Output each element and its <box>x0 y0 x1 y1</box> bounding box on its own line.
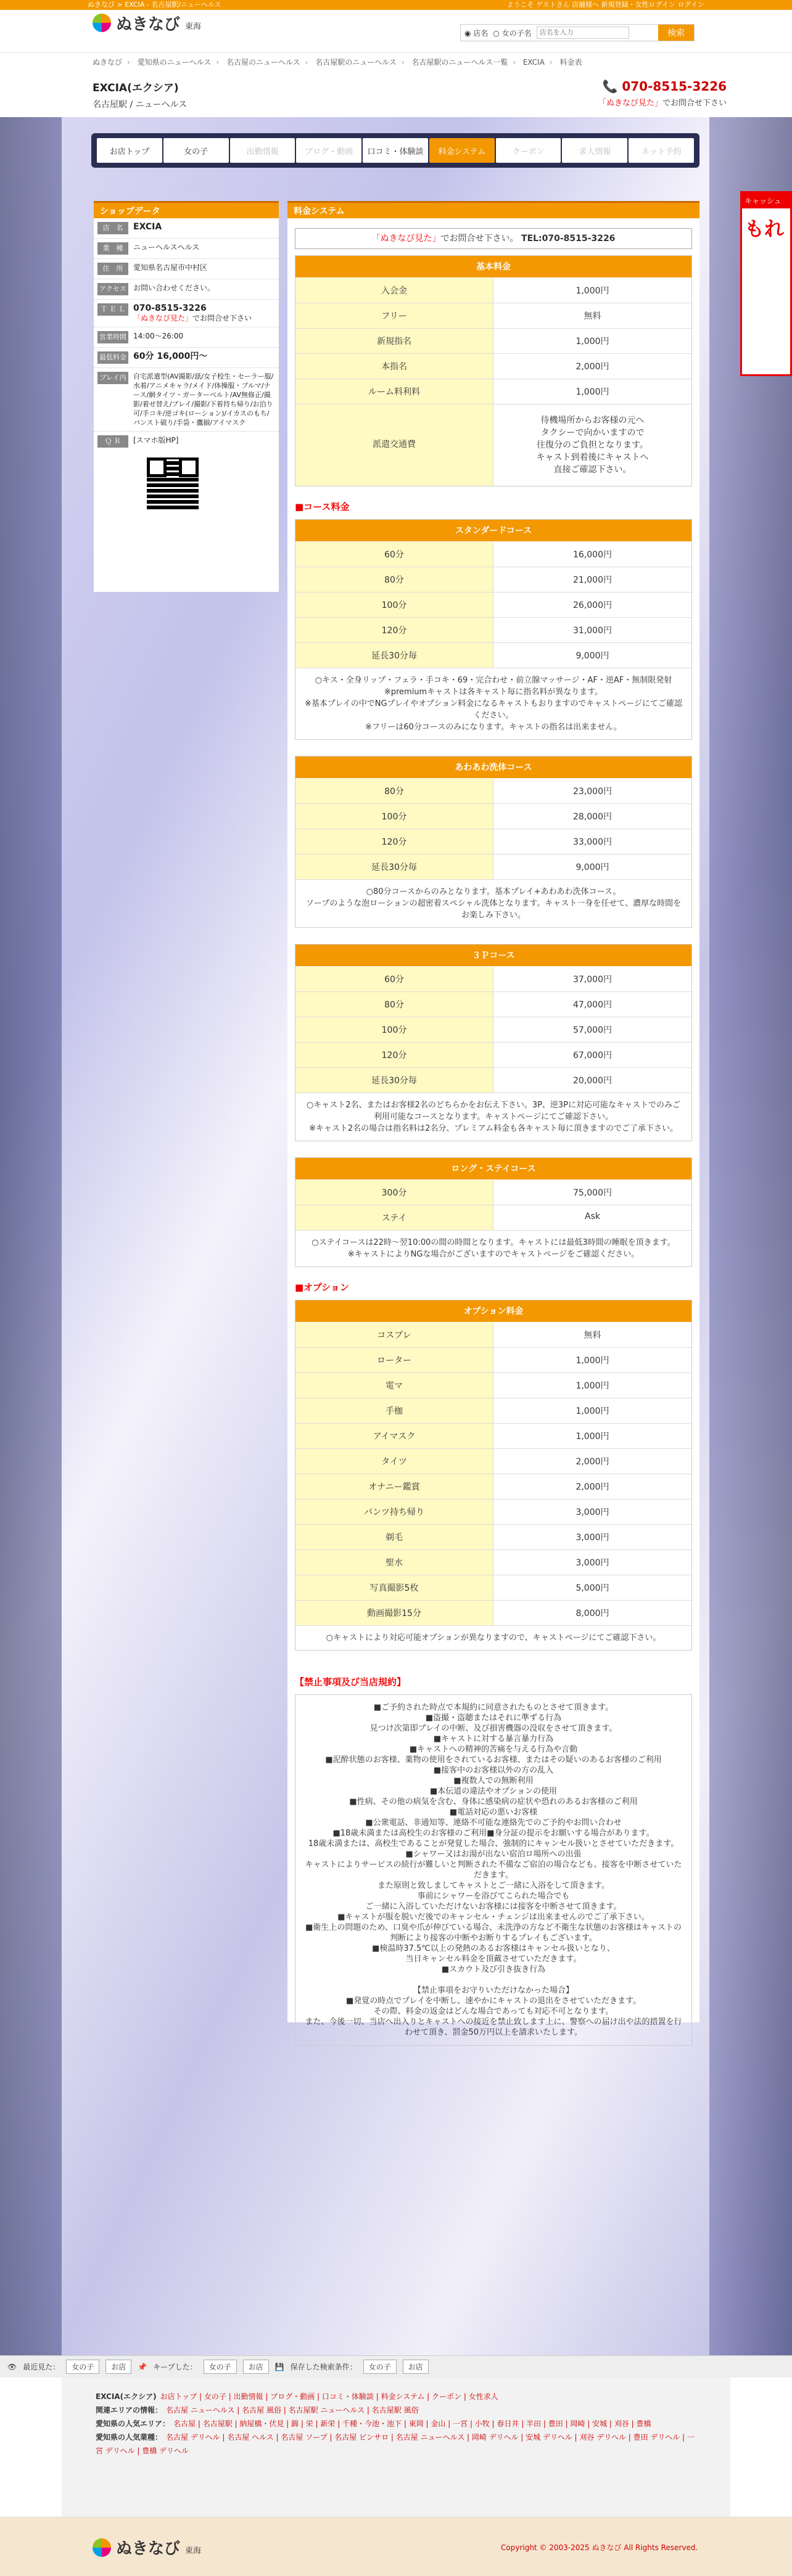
save-icon: 💾 <box>274 2362 284 2371</box>
footer-row-links[interactable]: お店トップ | 女の子 | 出勤情報 | ブログ・動画 | 口コミ・体験談 | 料金システム | クーポン | 女性求人 <box>160 2392 498 2401</box>
tab-top[interactable]: お店トップ <box>97 138 162 163</box>
tab-schedule: 出勤情報 <box>230 138 295 163</box>
recent-shops-button[interactable]: お店 <box>105 2360 131 2374</box>
shop-row-value[interactable]: [スマホ版HP] <box>133 436 179 445</box>
search-box <box>460 24 695 41</box>
shop-tel-sub-red: 「ぬきなび見た」 <box>133 314 193 322</box>
saved-shops-button[interactable]: お店 <box>403 2360 429 2374</box>
eye-icon: 👁 <box>7 2362 17 2371</box>
footer-bottom <box>0 2517 792 2576</box>
row-value: 1,000円 <box>575 1381 609 1391</box>
tab-coupon: クーポン <box>496 138 561 163</box>
logo-mark-icon <box>93 2538 111 2557</box>
shop-row-label: プレイ内容 <box>97 372 128 384</box>
shop-tel-value[interactable]: 070-8515-3226 <box>133 303 207 313</box>
footer-links <box>62 2377 730 2517</box>
tel-note <box>598 96 727 108</box>
threep-course-table <box>295 944 692 1141</box>
row-key: 80分 <box>295 567 493 592</box>
search-opt-girl-label: 女の子名 <box>501 28 532 38</box>
topbar-left[interactable]: ぬきなび > EXCIA - 名古屋駅/ニューヘルス <box>88 1 221 9</box>
search-opt-shop-label: 店名 <box>473 28 489 38</box>
shop-row <box>94 300 279 327</box>
row-key: 新規指名 <box>295 329 493 353</box>
row-key: 300分 <box>295 1180 493 1205</box>
kept-label: キープした： <box>153 2363 197 2371</box>
row-value: 9,000円 <box>575 863 609 872</box>
shop-row-label: アクセス <box>97 283 128 295</box>
row-value: 28,000円 <box>573 812 612 822</box>
table-row <box>295 542 691 567</box>
footer-row-label: EXCIA(エクシア) <box>96 2392 157 2401</box>
recent-girls-button[interactable]: 女の子 <box>66 2360 99 2374</box>
shop-name-value: EXCIA <box>133 222 162 232</box>
table-row <box>295 1575 691 1601</box>
tab-girls[interactable]: 女の子 <box>163 138 229 163</box>
shop-row-value: お問い合わせください。 <box>133 284 215 292</box>
row-value: 無料 <box>584 311 601 321</box>
breadcrumb-item[interactable]: 名古屋駅のニューヘルス一覧 <box>411 58 508 67</box>
row-value: 待機場所からお客様の元へ タクシーで向かいますので 往復分のご負担となります。 キャスト到着後にキャストへ 直接ご確認下さい。 <box>536 416 649 475</box>
breadcrumb-item[interactable]: ぬきなび <box>93 58 123 67</box>
awaawa-course-table <box>295 756 692 928</box>
row-value: 3,000円 <box>575 1507 609 1517</box>
table-row <box>295 1424 691 1449</box>
table-note: ○キス・全身リップ・フェラ・手コキ・69・完合わせ・前立腺マッサージ・AF・逆AF・無制限発射 ※premiumキャストは各キャスト毎に指名料が異なります。 ※基本プレイの中でNGプレイやオプション料金になるキャストもおりますのでキャストページにてご確認ください。 ※フリーは60分コースのみになります。キャストの指名は出来ません。 <box>305 676 682 732</box>
price-panel <box>287 201 699 2037</box>
table-row <box>295 829 691 855</box>
table-row <box>295 379 691 404</box>
footer-row-links[interactable]: 名古屋 ニューヘルス | 名古屋 風俗 | 名古屋駅 ニューヘルス | 名古屋駅 風俗 <box>166 2406 419 2414</box>
long-course-table <box>295 1157 692 1267</box>
shop-row <box>94 239 279 259</box>
tab-recruit: 求人情報 <box>562 138 627 163</box>
footer-row-links[interactable]: 名古屋 | 名古屋駅 | 納屋橋・伏見 | 錦 | 栄 | 新栄 | 千種・今池・池下 | 東岡 | 金山 | 一宮 | 小牧 | 春日井 | 半田 | 豊田 | 岡崎 | 安城 | 刈谷 | 豊橋 <box>173 2419 651 2428</box>
row-value: 75,000円 <box>573 1188 612 1198</box>
table-row <box>295 1398 691 1424</box>
row-key: パンツ持ち帰り <box>295 1499 493 1524</box>
table-row <box>295 855 691 880</box>
table-row <box>295 1550 691 1575</box>
shop-row <box>94 348 279 368</box>
side-promo-banner[interactable] <box>740 191 792 376</box>
shop-row-value: 自宅派遣型(AV撮影/舐/女子校生・セーラー服/水着/アニメキャラ/メイド/体操服・ブルマ/ナース/網タイツ・ガーターベルト/AV無修正/撮影/着せ替え/ブレイ/撮影/下着持ち帰り/お泊り可/手コキ/逆ゴキ(ローション)/イカスのもち/パンスト破り/手袋・鷹揃/アイマスク <box>133 372 274 427</box>
table-row <box>295 1601 691 1626</box>
breadcrumb-item[interactable]: 名古屋のニューヘルス <box>226 58 300 67</box>
row-key: 動画撮影15分 <box>295 1601 493 1625</box>
call-notice <box>295 228 692 249</box>
table-row <box>295 1043 691 1068</box>
shop-row-label: 最低料金 <box>97 351 128 364</box>
table-row <box>295 1180 691 1205</box>
call-red: 「ぬきなび見た」 <box>371 234 441 244</box>
shop-type: 名古屋駅 / ニューヘルス <box>93 100 188 110</box>
shop-row-value <box>133 222 162 232</box>
row-key: 写真撮影5枚 <box>295 1575 493 1600</box>
row-value: 2,000円 <box>575 1457 609 1467</box>
row-value: 2,000円 <box>575 1482 609 1492</box>
row-value: 8,000円 <box>575 1609 609 1618</box>
breadcrumb-current: 料金表 <box>559 58 582 67</box>
qr-code-icon <box>147 457 199 509</box>
promo-top: キャッシュ <box>742 193 790 208</box>
table-row <box>295 804 691 829</box>
call-tel[interactable]: TEL:070-8515-3226 <box>521 234 616 244</box>
tab-reviews[interactable]: 口コミ・体験談 <box>363 138 428 163</box>
row-key: 100分 <box>295 804 493 829</box>
row-key: 延長30分毎 <box>295 643 493 668</box>
shop-nav <box>91 133 699 168</box>
row-value: 9,000円 <box>575 651 609 661</box>
table-row <box>295 1205 691 1231</box>
shop-row-value <box>133 303 252 323</box>
row-key: アイマスク <box>295 1424 493 1448</box>
shop-row-label: Ｔ Ｅ Ｌ <box>97 303 128 316</box>
table-title: 基本料金 <box>295 256 691 278</box>
table-row <box>295 1525 691 1550</box>
shop-row-value: 14:00〜26:00 <box>133 332 184 340</box>
logo-mark-icon <box>93 14 111 32</box>
shop-name: EXCIA(エクシア) <box>93 82 179 94</box>
history-bar <box>0 2355 792 2377</box>
row-value: 47,000円 <box>573 1000 612 1010</box>
table-note: ○ステイコースは22時〜翌10:00の間の時間となります。キャストには最低3時間の睡眠を頂きます。 ※キャストによりNGな場合がございますのでキャストページをご確認ください。 <box>311 1238 675 1259</box>
saved-label: 保存した検索条件： <box>290 2363 357 2371</box>
row-key: 派遣交通費 <box>295 404 493 486</box>
search-input[interactable] <box>537 27 629 39</box>
standard-course-table <box>295 519 692 740</box>
shop-row <box>94 279 279 300</box>
footer-row-label: 愛知県の人気業種： <box>96 2433 163 2442</box>
table-title: オプション料金 <box>295 1300 691 1323</box>
row-value: 57,000円 <box>573 1025 612 1035</box>
footer-logo-sub: 東海 <box>185 2546 202 2556</box>
footer-logo-text: ぬきなび <box>116 2540 181 2558</box>
row-key: 剃毛 <box>295 1525 493 1549</box>
footer-row-label: 関連エリアの情報： <box>96 2406 163 2414</box>
row-value: 21,000円 <box>573 575 612 585</box>
table-row <box>295 618 691 643</box>
table-title: ３Ｐコース <box>295 945 691 967</box>
shop-row-label: 営業時間 <box>97 331 128 343</box>
tel-note-red: 「ぬきなび見た」 <box>598 99 663 108</box>
shop-tel-sub: でお問合せ下さい <box>192 314 252 322</box>
tab-reserve: ネット予約 <box>629 138 694 163</box>
row-key: 聖水 <box>295 1550 493 1575</box>
option-heading: ■オプション <box>295 1282 349 1293</box>
table-row <box>295 329 691 354</box>
row-key: 100分 <box>295 593 493 617</box>
option-table <box>295 1300 692 1651</box>
row-value: 3,000円 <box>575 1533 609 1543</box>
shop-row-label: 住 所 <box>97 263 128 275</box>
table-title: あわあわ洗体コース <box>295 757 691 779</box>
table-row <box>295 992 691 1017</box>
recent-label: 最近見た： <box>23 2363 60 2371</box>
table-title: スタンダードコース <box>295 520 691 542</box>
breadcrumb-item[interactable]: 名古屋駅のニューヘルス <box>315 58 397 67</box>
row-value: 3,000円 <box>575 1558 609 1568</box>
footer-row <box>96 2390 696 2403</box>
search-radio-girl[interactable]: ○ 女の子名 <box>493 28 532 38</box>
shop-row <box>94 368 279 432</box>
shop-data-panel <box>94 201 279 592</box>
table-note: ○キャスト2名、またはお客様2名のどちらかをお伝え下さい。3P、逆3Pに対応可能なキャストでのみご利用可能なコースとなります。キャストページにてご確認下さい。 ※キャスト2名の場合は指名料は2名分、プレミアム料金も各キャスト毎に頂きますのでご了承下さい。 <box>306 1101 681 1133</box>
row-key: 手枷 <box>295 1398 493 1423</box>
shop-row <box>94 218 279 239</box>
shop-row-value: ニューヘルスヘルス <box>133 243 200 252</box>
row-value: 31,000円 <box>573 626 612 636</box>
row-key: 80分 <box>295 992 493 1017</box>
tab-blog: ブログ・動画 <box>296 138 361 163</box>
shop-row-label: 業 種 <box>97 242 128 255</box>
call-text: でお問合せ下さい。 <box>440 234 519 244</box>
row-key: 60分 <box>295 967 493 991</box>
row-value: 無料 <box>584 1331 601 1340</box>
table-row <box>295 967 691 992</box>
row-key: フリー <box>295 303 493 328</box>
row-key: ルーム料利料 <box>295 379 493 404</box>
pin-icon: 📌 <box>138 2362 147 2371</box>
kept-shops-button[interactable]: お店 <box>243 2360 269 2374</box>
table-row <box>295 1499 691 1525</box>
row-key: 120分 <box>295 829 493 854</box>
search-button[interactable]: 検索 <box>658 25 694 41</box>
row-value: 1,000円 <box>575 1356 609 1366</box>
shop-row <box>94 259 279 279</box>
table-row <box>295 593 691 618</box>
search-radio-shop[interactable]: ◉ 店名 <box>464 28 489 38</box>
breadcrumb: ぬきなび › 愛知県のニューヘルス › 名古屋のニューヘルス › 名古屋駅のニューヘルス › 名古屋駅のニューヘルス一覧 › EXCIA › 料金表 <box>93 58 582 67</box>
table-row <box>295 278 691 303</box>
tel-number-text: 070-8515-3226 <box>622 79 727 94</box>
row-value: 26,000円 <box>573 601 612 610</box>
footer-row <box>96 2403 696 2417</box>
row-value: 37,000円 <box>573 975 612 985</box>
row-key: 120分 <box>295 1043 493 1067</box>
table-row <box>295 404 691 486</box>
shop-row <box>94 432 279 451</box>
shop-row-label: Ｑ Ｒ <box>97 435 128 448</box>
site-logo[interactable] <box>93 12 201 33</box>
table-row <box>295 567 691 593</box>
prohibited-rules: ■ご予約された時点で本規約に同意されたものとさせて頂きます。 ■盗撮・盗聴またはそれに準ずる行為 見つけ次第即プレイの中断、及び損害機器の没収をさせて頂きます。 ■キャストに対する暴言暴力行為 ■キャストへの精神的苦痛を与える行為や言動 ■泥酔状態のお客様、薬物の使用をされているお客様、またはその疑いのあるお客様のご利用 ■接客中のお客様以外の方の乱入 ■複数人での無断利用 ■本伝道の違法やオプションの使用 ■性病、その他の病気を含む、身体に感染病の症状や恐れのあるお客様のご利用 ■電話対応の悪いお客様 ■公衆電話、非通知等、連絡不可能な連絡先でのご予約やお問い合わせ ■18歳未満または高校生のお客様のご利用■身分証の提示をお願いする場合があります。 18歳未満または、高校生であることが発覚した場合、強制的にキャンセル扱いとさせていただきます。 ■シャワー又はお湯が出ない宿泊ロ場所への出張 キャストによりサービスの続行が難しいと判断された不備なご宿泊の場合なども、接客を中断させていただきます。 また原則と致しましてキャストとご一緒に入浴をして頂きます。 事前にシャワーを浴びてこられた場合でも ご一緒に入浴していただけないお客様には接客を中断させて頂きます。 ■キャストが服を脱いだ後でのキャンセル・チェンジは出来ませんのでご了承下さい。 ■衛生上の問題のため、口臭や爪が伸びている場合、未洗浄の方など不衛生な状態のお客様はキャストの判断により接客の中断やお断りするプレイもございます。 ■検温時37.5℃以上の発熱のあるお客様はキャンセル扱いとなり、 当日キャンセル料金を頂戴させていただきます。 ■スカウト及び引き抜き行為 【禁止事項をお守りいただけなかった場合】 ■発覚の時点でプレイを中断し、速やかにキャストの退出をさせていただきます。 その際、料金の返金はどんな場合であっても対応不可となります。 また、今後一切、当店へ出入りとキャストへの接近を禁止致します上に、警察への届け出や法的措置を行わせて頂き、罰金50万円以上を請求いたします。 <box>295 1694 692 2046</box>
row-value: 1,000円 <box>575 387 609 397</box>
tel-note-text: でお問合せ下さい <box>662 99 727 108</box>
footer-row-links[interactable]: 名古屋 デリヘル | 名古屋 ヘルス | 名古屋 ソープ | 名古屋 ピンサロ | 名古屋 ニューヘルス | 岡崎 デリヘル | 安城 デリヘル | 刈谷 デリヘル | 豊田 デリヘル | 一宮 デリヘル | 豊橋 デリヘル <box>96 2433 695 2455</box>
promo-text: もれ <box>745 217 785 240</box>
shop-tel <box>598 79 727 108</box>
table-note: ○キャストにより対応可能オプションが異なりますので、キャストページにてご確認下さい。 <box>326 1633 661 1643</box>
table-row <box>295 1373 691 1398</box>
row-value: 67,000円 <box>573 1051 612 1060</box>
table-row <box>295 643 691 668</box>
tab-price[interactable]: 料金システム <box>429 138 495 163</box>
course-heading: ■コース料金 <box>295 501 350 512</box>
prohibited-heading: 【禁止事項及び当店規約】 <box>295 1676 406 1688</box>
row-value: Ask <box>585 1212 600 1221</box>
logo-text: ぬきなび <box>116 15 181 34</box>
row-key: コスプレ <box>295 1323 493 1347</box>
table-note: ○80分コースからのみとなります。基本プレイ+あわあわ洗体コース。 ソープのような泡ローションの超密着スペシャル洗体となります。キャスト一身を任せて、濃厚な時間をお楽しみ下さい。 <box>305 887 682 920</box>
row-value: 5,000円 <box>575 1583 609 1593</box>
tel-number[interactable]: 📞 070-8515-3226 <box>602 79 727 94</box>
min-price-value: 60分 16,000円〜 <box>133 351 208 361</box>
row-key: 延長30分毎 <box>295 1068 493 1093</box>
row-value: 16,000円 <box>573 550 612 560</box>
table-row <box>295 1323 691 1348</box>
table-row <box>295 1348 691 1373</box>
row-key: 電マ <box>295 1373 493 1398</box>
table-row <box>295 303 691 329</box>
shop-row-label: 店 名 <box>97 222 128 234</box>
row-value: 23,000円 <box>573 787 612 797</box>
footer-row <box>96 2417 696 2430</box>
row-key: ローター <box>295 1348 493 1372</box>
row-key: 80分 <box>295 779 493 803</box>
row-value: 33,000円 <box>573 837 612 847</box>
table-row <box>295 1068 691 1093</box>
shop-data-title: ショップデータ <box>94 201 279 218</box>
row-value: 2,000円 <box>575 362 609 372</box>
breadcrumb-item[interactable]: EXCIA <box>522 58 545 67</box>
saved-girls-button[interactable]: 女の子 <box>363 2360 397 2374</box>
table-title: ロング・ステイコース <box>295 1158 691 1180</box>
row-key: 100分 <box>295 1017 493 1042</box>
row-key: オナニー鑑賞 <box>295 1474 493 1499</box>
shop-row <box>94 327 279 348</box>
row-key: タイツ <box>295 1449 493 1474</box>
table-row <box>295 779 691 804</box>
shop-row-value <box>133 351 207 361</box>
price-title: 料金システム <box>287 201 699 218</box>
logo-sub: 東海 <box>185 22 202 31</box>
table-row <box>295 1017 691 1043</box>
footer-row <box>96 2430 696 2458</box>
row-key: 入会金 <box>295 278 493 303</box>
footer-logo[interactable] <box>93 2536 201 2559</box>
basic-price-table <box>295 255 692 486</box>
row-value: 1,000円 <box>575 1432 609 1442</box>
topbar-right[interactable]: ようこそ ゲストさん 店舗様へ 新規登録・女性ログイン ログイン <box>506 1 704 9</box>
footer-row-label: 愛知県の人気エリア： <box>96 2419 170 2428</box>
row-value: 1,000円 <box>575 1406 609 1416</box>
top-bar <box>0 0 792 10</box>
row-key: 延長30分毎 <box>295 855 493 879</box>
row-key: 60分 <box>295 542 493 567</box>
row-key: 本指名 <box>295 354 493 379</box>
table-row <box>295 354 691 379</box>
row-key: 120分 <box>295 618 493 642</box>
kept-girls-button[interactable]: 女の子 <box>204 2360 237 2374</box>
table-row <box>295 1474 691 1499</box>
shop-row-value: 愛知県名古屋市中村区 <box>133 263 208 272</box>
row-value: 20,000円 <box>573 1076 612 1086</box>
copyright: Copyright © 2003-2025 ぬきなび All Rights Reserved. <box>501 2543 698 2552</box>
row-value: 1,000円 <box>575 286 609 296</box>
row-key: ステイ <box>295 1205 493 1230</box>
breadcrumb-item[interactable]: 愛知県のニューヘルス <box>137 58 212 67</box>
row-value: 1,000円 <box>575 337 609 347</box>
table-row <box>295 1449 691 1474</box>
